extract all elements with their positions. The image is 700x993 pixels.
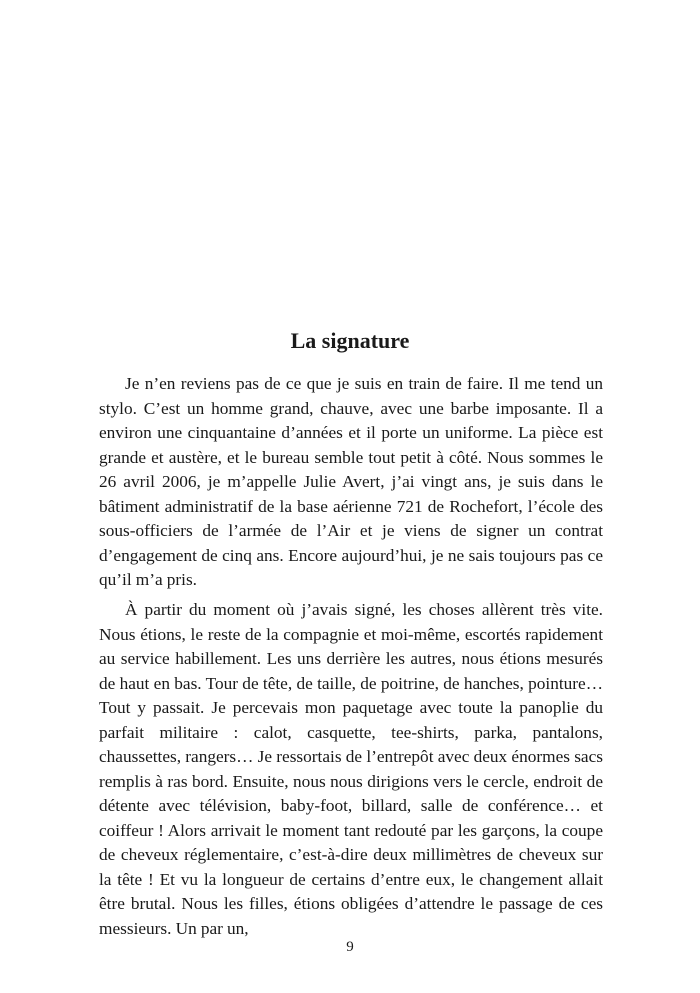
page-number: 9: [346, 939, 354, 955]
paragraph-1: Je n’en reviens pas de ce que je suis en train de faire. Il me tend un stylo. C’est un homme grand, chauve, avec une barbe imposante. Il a environ une cinquantaine d’années et il porte un uniforme. La pièce est grande et austère, et le bureau semble tout petit à côté. Nous sommes le 26 avril 2006, je m’appelle Julie Avert, j’ai vingt ans, je suis dans le bâtiment administratif de la base aérienne 721 de Rochefort, l’école des sous-officiers de l’armée de l’Air et je viens de signer un contrat d’engagement de cinq ans. Encore aujourd’hui, je ne sais toujours pas ce qu’il m’a pris.: [99, 374, 603, 589]
chapter-title: La signature: [290, 328, 410, 353]
paragraph-2: À partir du moment où j’avais signé, les choses allèrent très vite. Nous étions, le reste de la compagnie et moi-même, escortés rapidement au service habillement. Les uns derrière les autres, nous étions mesurés de haut en bas. Tour de tête, de taille, de poitrine, de hanches, pointure… Tout y passait. Je percevais mon paquetage avec toute la panoplie du parfait militaire : calot, casquette, tee-shirts, parka, pantalons, chaussettes, rangers… Je ressortais de l’entrepôt avec deux énormes sacs remplis à ras bord. Ensuite, nous nous dirigions vers le cercle, endroit de détente avec télévision, baby-foot, billard, salle de conférence… et coiffeur ! Alors arrivait le moment tant redouté par les garçons, la coupe de cheveux réglementaire, c’est-à-dire deux millimètres de cheveux sur la tête ! Et vu la longueur de certains d’entre eux, le changement allait être brutal. Nous les filles, étions obligées d’attendre le passage de ces messieurs. Un par un,: [99, 600, 603, 938]
